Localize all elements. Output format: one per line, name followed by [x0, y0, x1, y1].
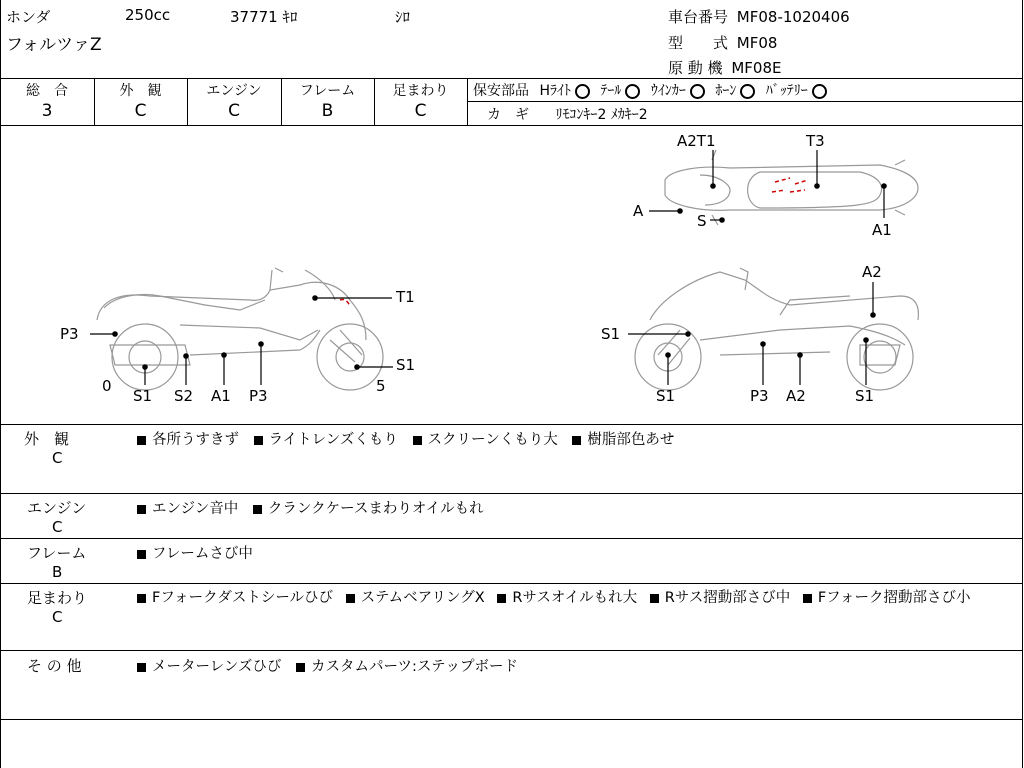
rule-diagram-bottom: [0, 424, 1023, 425]
maker: ホンダ: [6, 8, 51, 26]
engine-type-row: [668, 57, 781, 78]
diagram-label: A1: [872, 221, 892, 239]
issue-item: クランクケースまわりオイルもれ: [267, 501, 484, 517]
bullet-square-icon: [137, 550, 146, 559]
safety-parts-row: [473, 80, 833, 100]
section-items-other: [137, 655, 518, 676]
diagram-label: T1: [396, 288, 415, 306]
grade-label-exterior: 外 観: [119, 83, 162, 99]
diagram-label: A2T1: [677, 132, 716, 150]
issue-item: ライトレンズくもり: [268, 432, 398, 448]
bullet-square-icon: [253, 505, 262, 514]
bullet-square-icon: [346, 594, 355, 603]
bullet-square-icon: [137, 505, 146, 514]
safety-parts-title: 保安部品: [473, 83, 529, 99]
bullet-square-icon: [572, 436, 581, 445]
diagram-label: P3: [750, 387, 769, 405]
mileage-unit: ｷﾛ: [282, 8, 298, 26]
section-grade-exterior: C: [52, 449, 63, 467]
section-items-exterior: [137, 428, 674, 449]
key-label: カ ギ: [487, 107, 529, 123]
rule-grade-top: [0, 78, 1023, 79]
diagram-label: S1: [133, 387, 153, 405]
frame-number-row: [668, 6, 850, 27]
scooter-left-view-drawing: [97, 268, 383, 390]
displacement: 250cc: [125, 6, 171, 24]
grade-label-engine: エンジン: [206, 83, 262, 99]
bullet-square-icon: [803, 594, 812, 603]
diagram-label: S1: [656, 387, 676, 405]
bullet-square-icon: [254, 436, 263, 445]
bullet-square-icon: [650, 594, 659, 603]
issue-item: ステムベアリングX: [360, 590, 485, 606]
bullet-square-icon: [137, 594, 146, 603]
frame-number: MF08-1020406: [736, 8, 850, 26]
ok-circle-icon: [625, 84, 640, 99]
issue-item: カスタムパーツ:ステップボード: [311, 659, 519, 675]
grade-value-frame: B: [321, 101, 334, 121]
diagram-label: S: [697, 212, 707, 230]
issue-item: Rサスオイルもれ大: [512, 590, 638, 606]
bullet-square-icon: [413, 436, 422, 445]
ok-circle-icon: [690, 84, 705, 99]
grade-value-overall: 3: [41, 101, 53, 121]
rule-sec-2: [0, 538, 1023, 539]
ok-circle-icon: [575, 84, 590, 99]
section-title-suspension: 足まわり: [27, 589, 88, 607]
rule-sec-3: [0, 583, 1023, 584]
rule-sec-1: [0, 493, 1023, 494]
model-type: MF08: [736, 34, 778, 52]
diagram-label: S2: [174, 387, 194, 405]
rule-sec-4: [0, 650, 1023, 651]
key-row: [487, 104, 648, 124]
frame-number-label: 車台番号: [668, 8, 729, 26]
issue-item: スクリーンくもり大: [427, 432, 558, 448]
safety-item-winker: ｳｲﾝｶｰ: [650, 83, 686, 99]
key-text: ﾘﾓｺﾝｷｰ2 ﾒｶｷｰ2: [555, 107, 648, 123]
issue-item: メーターレンズひび: [152, 659, 282, 675]
safety-item-taillight: ﾃｰﾙ: [600, 83, 622, 99]
diagram-label: A2: [786, 387, 806, 405]
diagram-label: 0: [102, 377, 112, 395]
grade-label-overall: 総 合: [26, 83, 68, 99]
damage-marks: [340, 178, 808, 306]
issue-item: フレームさび中: [152, 546, 253, 562]
diagram-label: T3: [806, 132, 825, 150]
grade-label-frame: フレーム: [299, 83, 356, 99]
issue-item: Fフォークダストシールひび: [152, 590, 334, 606]
scooter-right-view-drawing: [635, 268, 918, 390]
frame-right: [1022, 0, 1023, 768]
issue-item: 各所うすきず: [152, 432, 239, 448]
diagram-label: P3: [60, 325, 79, 343]
mileage: [230, 6, 298, 27]
model-name: フォルツァZ: [6, 35, 102, 55]
section-title-exterior: 外 観: [24, 430, 70, 448]
grade-value-exterior: C: [134, 101, 147, 121]
issue-item: 樹脂部色あせ: [587, 432, 675, 448]
section-items-frame: [137, 542, 253, 563]
safety-item-horn: ﾎｰﾝ: [715, 83, 737, 99]
engine-type: MF08E: [731, 59, 782, 77]
ok-circle-icon: [812, 84, 827, 99]
color: ｼﾛ: [395, 8, 411, 26]
grade-label-suspension: 足まわり: [392, 83, 449, 99]
diagram-label: A1: [211, 387, 231, 405]
issue-item: Fフォーク摺動部さび小: [817, 590, 971, 606]
bullet-square-icon: [497, 594, 506, 603]
ok-circle-icon: [740, 84, 755, 99]
bullet-square-icon: [137, 436, 146, 445]
rule-safety-mid: [468, 101, 1023, 102]
section-title-other: そ の 他: [27, 657, 82, 675]
safety-item-battery: ﾊﾞｯﾃﾘｰ: [765, 83, 808, 99]
section-grade-suspension: C: [52, 608, 63, 626]
issue-item: エンジン音中: [152, 501, 239, 517]
diagram-label: A2: [862, 263, 882, 281]
section-title-frame: フレーム: [27, 544, 87, 562]
diagram-label: S1: [396, 356, 416, 374]
grade-value-engine: C: [228, 101, 240, 121]
diagram-label: 5: [376, 377, 386, 395]
bullet-square-icon: [137, 663, 146, 672]
section-items-suspension: [137, 587, 1007, 609]
section-title-engine: エンジン: [27, 499, 87, 517]
section-grade-frame: B: [52, 563, 63, 581]
grade-value-suspension: C: [414, 101, 427, 121]
issue-item: Rサス摺動部さび中: [664, 590, 791, 606]
model-type-label: 型 式: [668, 34, 729, 52]
bullet-square-icon: [296, 663, 305, 672]
mileage-value: 37771: [230, 8, 278, 26]
diagram-label: S1: [855, 387, 875, 405]
diagram-label: S1: [601, 325, 621, 343]
section-grade-engine: C: [52, 518, 63, 536]
diagram-label: P3: [249, 387, 268, 405]
engine-type-label: 原 動 機: [668, 59, 723, 77]
model-type-row: [668, 32, 777, 53]
section-items-engine: [137, 497, 484, 518]
diagram-label: A: [633, 202, 644, 220]
safety-item-headlight: Hﾗｲﾄ: [539, 83, 571, 99]
rule-sec-5: [0, 719, 1023, 720]
